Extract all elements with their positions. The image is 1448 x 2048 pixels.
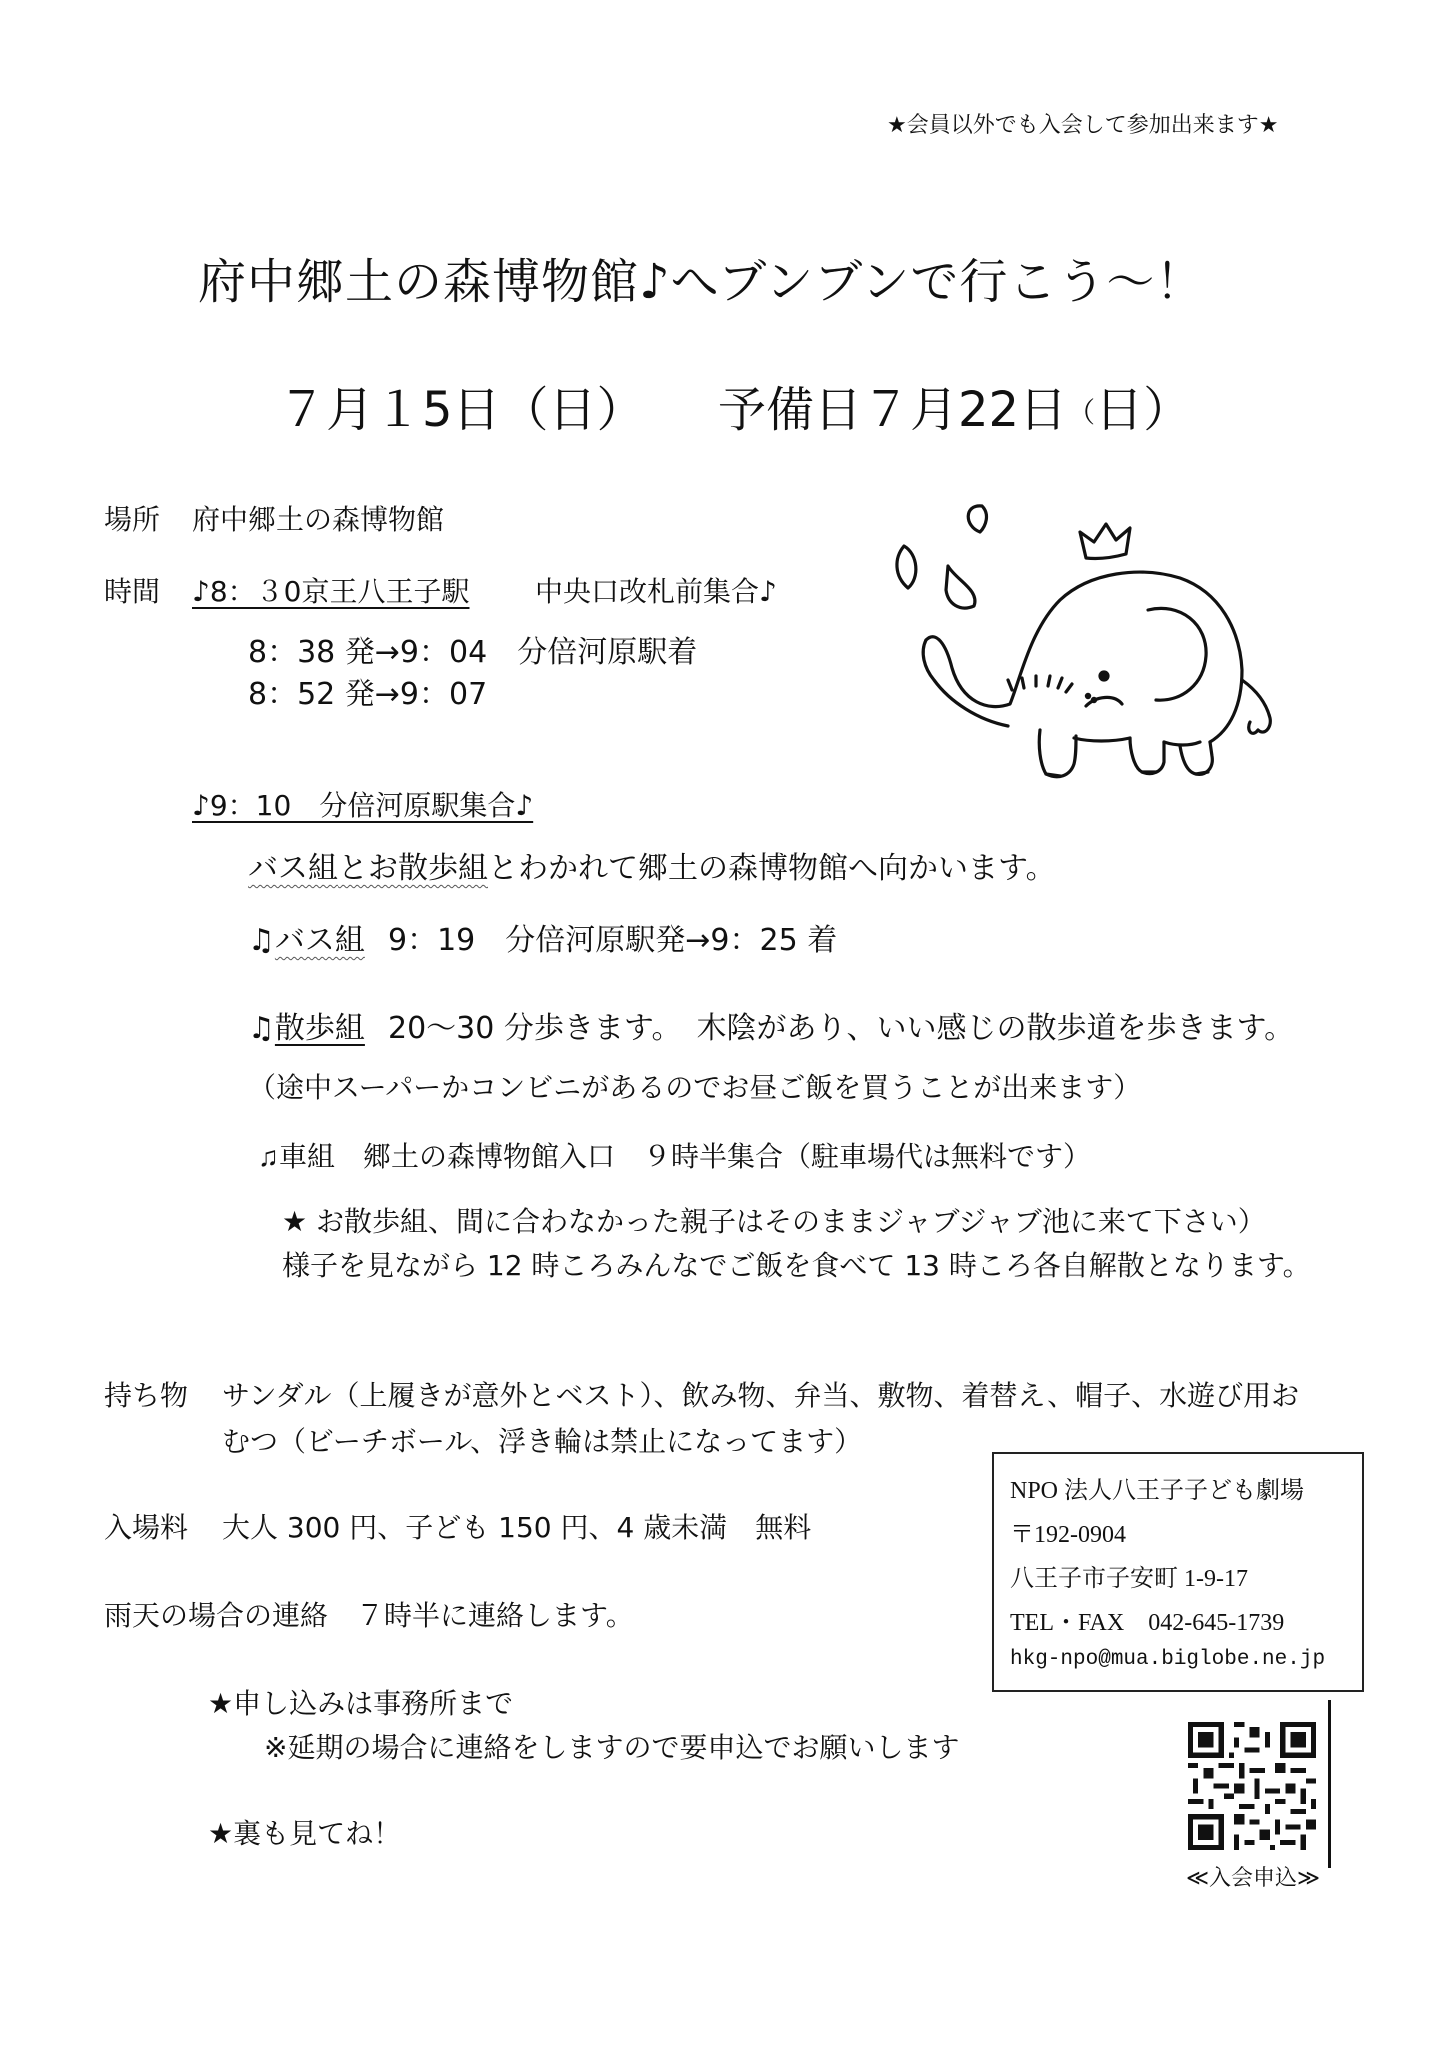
crown-icon bbox=[1080, 524, 1130, 559]
time-label: 時間 bbox=[104, 575, 161, 608]
vertical-rule bbox=[1328, 1700, 1331, 1868]
music-note-icon: ♫ bbox=[248, 923, 275, 958]
groups-intro-walk: とお散歩組 bbox=[338, 851, 488, 886]
member-notice: ★会員以外でも入会して参加出来ます★ bbox=[887, 113, 1279, 138]
email[interactable]: hkg-npo@mua.biglobe.ne.jp bbox=[1010, 1648, 1326, 1671]
page-title: 府中郷土の森博物館♪へブンブンで行こう～！ bbox=[198, 254, 1205, 310]
reserve-paren: （ bbox=[1067, 396, 1096, 429]
walk-group-detail: 20～30 分歩きます。 木陰があり、いい感じの散歩道を歩きます。 bbox=[388, 1011, 1295, 1046]
groups-intro-bus: バス組 bbox=[248, 851, 338, 886]
car-group: ♫車組 郷土の森博物館入口 ９時半集合（駐車場代は無料です） bbox=[258, 1142, 1092, 1173]
belongings-line-2: むつ（ビーチボール、浮き輪は禁止になってます） bbox=[222, 1425, 863, 1458]
reserve-date-label: 予備日７月22日 bbox=[718, 382, 1068, 438]
train-schedule-1: 8：38 発→9：04 分倍河原駅着 bbox=[248, 635, 698, 670]
meet-keio-hachioji: ♪8：３0京王八王子駅 bbox=[192, 575, 470, 608]
place-label: 場所 bbox=[104, 503, 161, 536]
meet-keio-hachioji-place: 中央口改札前集合♪ bbox=[535, 575, 777, 608]
fee-value: 大人 300 円、子ども 150 円、4 歳未満 無料 bbox=[222, 1511, 812, 1544]
rain-contact: 雨天の場合の連絡 ７時半に連絡します。 bbox=[104, 1599, 634, 1632]
water-drop-icon bbox=[897, 546, 916, 588]
postal-code: 〒192-0904 bbox=[1010, 1522, 1126, 1548]
apply-note: ★申し込みは事務所まで bbox=[208, 1687, 514, 1720]
qr-code[interactable] bbox=[1188, 1722, 1316, 1850]
bus-group-detail: 9：19 分倍河原駅発→9：25 着 bbox=[388, 923, 838, 958]
meet-bubaigawara: ♪9：10 分倍河原駅集合♪ bbox=[192, 789, 534, 822]
elephant-illustration bbox=[890, 480, 1360, 800]
org-name: NPO 法人八王子子ども劇場 bbox=[1010, 1478, 1305, 1504]
belongings-line-1: サンダル（上履きが意外とベスト）、飲み物、弁当、敷物、着替え、帽子、水遊び用お bbox=[222, 1379, 1300, 1412]
bus-group-label: バス組 bbox=[274, 923, 365, 958]
belongings-label: 持ち物 bbox=[104, 1379, 189, 1412]
bus-group bbox=[248, 923, 365, 958]
reserve-date bbox=[718, 382, 1192, 438]
reserve-date-day: 日） bbox=[1095, 382, 1192, 438]
schedule-note: 様子を見ながら 12 時ころみんなでご飯を食べて 13 時ころ各自解散となります。 bbox=[282, 1249, 1311, 1282]
late-note: ★ お散歩組、間に合わなかった親子はそのままジャブジャブ池に来て下さい） bbox=[282, 1205, 1266, 1238]
contact-box bbox=[992, 1452, 1364, 1692]
fee-label: 入場料 bbox=[104, 1511, 189, 1544]
postpone-note: ※延期の場合に連絡をしますので要申込でお願いします bbox=[264, 1731, 960, 1764]
groups-intro bbox=[248, 851, 1056, 886]
water-drop-icon bbox=[946, 566, 975, 608]
walk-group bbox=[248, 1011, 365, 1046]
place-value: 府中郷土の森博物館 bbox=[192, 503, 445, 536]
groups-intro-rest: とわかれて郷土の森博物館へ向かいます。 bbox=[488, 851, 1056, 886]
see-back-note: ★裏も見てね！ bbox=[208, 1817, 402, 1850]
event-date: ７月１5日（日） bbox=[278, 382, 645, 438]
qr-caption: ≪入会申込≫ bbox=[1186, 1866, 1321, 1891]
walk-group-note: （途中スーパーかコンビニがあるのでお昼ご飯を買うことが出来ます） bbox=[248, 1071, 1142, 1104]
train-schedule-2: 8：52 発→9：07 bbox=[248, 677, 488, 712]
walk-group-label: 散歩組 bbox=[274, 1011, 365, 1046]
address: 八王子市子安町 1-9-17 bbox=[1010, 1566, 1248, 1592]
music-note-icon: ♫ bbox=[248, 1011, 275, 1046]
water-drop-icon bbox=[968, 506, 986, 532]
tel-fax: TEL・FAX 042-645-1739 bbox=[1010, 1610, 1285, 1636]
